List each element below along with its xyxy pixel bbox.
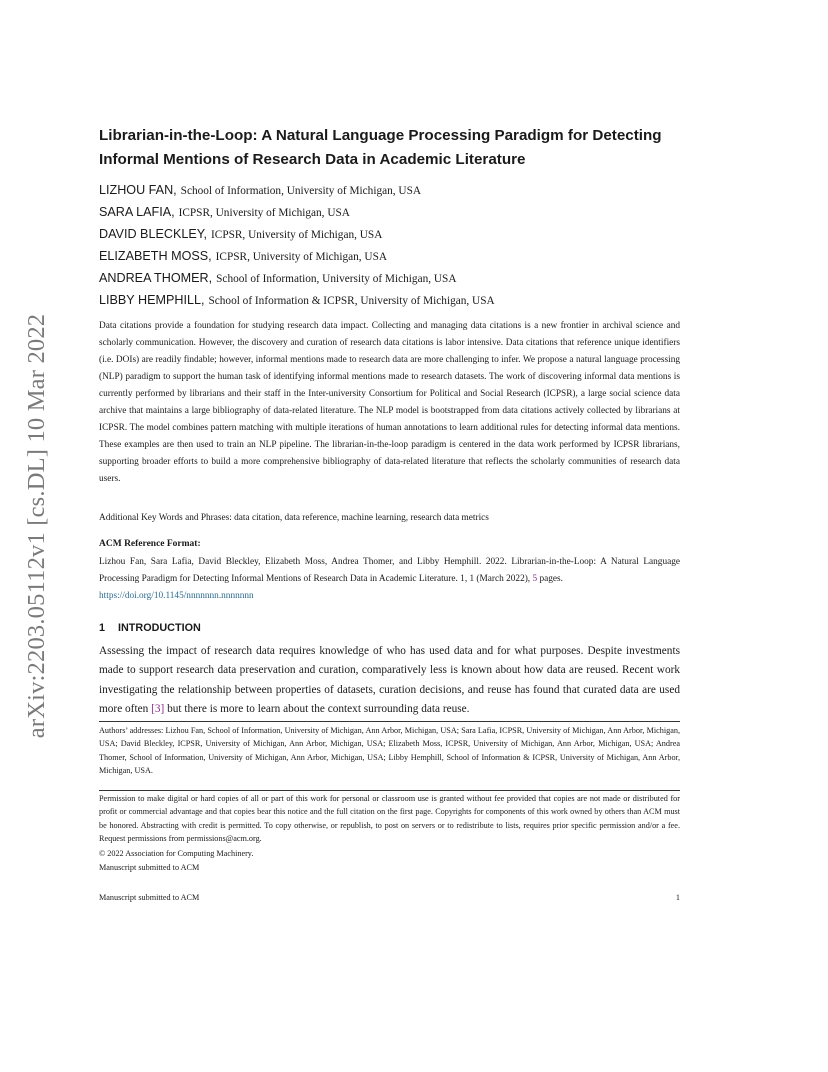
- paper-title-line-2: Informal Mentions of Research Data in Academic Literature: [99, 151, 526, 168]
- author-entry: [99, 201, 680, 223]
- section-heading: [99, 621, 201, 636]
- page-number: 1: [675, 893, 680, 902]
- doi-link[interactable]: https://doi.org/10.1145/nnnnnnn.nnnnnnn: [99, 591, 254, 601]
- footnote-divider: [99, 721, 680, 722]
- author-name: ELIZABETH MOSS,: [99, 249, 212, 263]
- author-list: [99, 179, 680, 311]
- permissions-notice: Permission to make digital or hard copies of all or part of this work for personal or classroom use is granted without fee provided that copies are not made or distributed for profit or commercial advantage and that copies bear this notice and the full citation on the first page. Copyrights for components of this work owned by others than ACM must be honored. Abstracting with credit is permitted. To copy otherwise, or republish, to post on servers or to redistribute to lists, requires prior specific permission and/or a fee. Request permissions from permissions@acm.org.: [99, 794, 680, 843]
- abstract: Data citations provide a foundation for studying research data impact. Collecting and managing data citations is a new frontier in archival science and scholarly communication. However, the discovery and curation of research data citations is labor intensive. Data citations that reference unique identifiers (i.e. DOIs) are readily findable; however, informal mentions made to research data are more challenging to infer. We propose a natural language processing (NLP) paradigm to support the human task of identifying informal mentions made to research datasets. The work of discovering informal data mentions is currently performed by librarians and their staff in the Inter-university Consortium for Political and Social Research (ICPSR), a large social science data archive that maintains a large bibliography of data-related literature. The NLP model is bootstrapped from data citations actively collected by librarians at ICPSR. The model combines pattern matching with multiple iterations of human annotations to learn additional rules for detecting informal data mentions. These examples are then used to train an NLP pipeline. The librarian-in-the-loop paradigm is centered in the data work performed by ICPSR librarians, supporting broader efforts to build a more comprehensive bibliography of data-related literature that reflects the scholarly communities of research data users.: [99, 321, 680, 485]
- acm-reference-text: Lizhou Fan, Sara Lafia, David Bleckley, Elizabeth Moss, Andrea Thomer, and Libby Hemphill. 2022. Librarian-in-the-Loop: A Natural Language Processing Paradigm for Detecting Informal Mentions of Research Data in Academic Literature. 1, 1 (March 2022),: [99, 557, 680, 584]
- section-number: 1: [99, 622, 106, 634]
- author-entry: [99, 223, 680, 245]
- author-name: LIBBY HEMPHILL,: [99, 293, 205, 307]
- author-entry: [99, 289, 680, 311]
- author-affiliation: School of Information, University of Michigan, USA: [180, 185, 422, 197]
- citation-link[interactable]: [3]: [151, 703, 165, 716]
- acm-reference-heading: ACM Reference Format:: [99, 539, 201, 549]
- author-affiliation: School of Information & ICPSR, University of Michigan, USA: [208, 295, 495, 307]
- section-title: INTRODUCTION: [118, 622, 201, 634]
- page-count-link[interactable]: 5: [532, 574, 538, 584]
- arxiv-identifier-stamp: [22, 290, 52, 762]
- acm-reference: [99, 554, 680, 605]
- permissions-divider: [99, 790, 680, 791]
- author-name: LIZHOU FAN,: [99, 183, 177, 197]
- paper-title: [99, 124, 699, 172]
- introduction-text-continued: but there is more to learn about the context surrounding data reuse.: [164, 703, 470, 716]
- author-name: SARA LAFIA,: [99, 205, 175, 219]
- arxiv-identifier-text: arXiv:2203.05112v1 [cs.DL] 10 Mar 2022: [23, 313, 51, 739]
- copyright-notice: © 2022 Association for Computing Machinery.: [99, 849, 254, 858]
- author-entry: [99, 179, 680, 201]
- page-footer-label: Manuscript submitted to ACM: [99, 893, 200, 902]
- author-affiliation: School of Information, University of Michigan, USA: [216, 273, 457, 285]
- author-name: ANDREA THOMER,: [99, 271, 213, 285]
- manuscript-note: Manuscript submitted to ACM: [99, 863, 200, 872]
- introduction-paragraph: [99, 642, 680, 720]
- keywords: Additional Key Words and Phrases: data citation, data reference, machine learning, research data metrics: [99, 513, 489, 523]
- paper-title-line-1: Librarian-in-the-Loop: A Natural Language Processing Paradigm for Detecting: [99, 127, 662, 144]
- author-addresses-footnote: Authors’ addresses: Lizhou Fan, School of Information, University of Michigan, Ann Arbor, Michigan, USA; Sara Lafia, ICPSR, University of Michigan, Ann Arbor, Michigan, USA; David Bleckley, ICPSR, University of Michigan, Ann Arbor, Michigan, USA; Elizabeth Moss, ICPSR, University of Michigan, Ann Arbor, Michigan, USA; Andrea Thomer, School of Information, University of Michigan, Ann Arbor, Michigan, USA; Libby Hemphill, School of Information & ICPSR, University of Michigan, Ann Arbor, Michigan, USA.: [99, 726, 680, 775]
- author-entry: [99, 267, 680, 289]
- author-affiliation: ICPSR, University of Michigan, USA: [215, 251, 388, 263]
- author-entry: [99, 245, 680, 267]
- author-affiliation: ICPSR, University of Michigan, USA: [178, 207, 350, 219]
- author-name: DAVID BLECKLEY,: [99, 227, 208, 241]
- introduction-text: Assessing the impact of research data requires knowledge of who has used data and for what purposes. Despite investments made to support research data preservation and curation, comparatively less is known about how data are reused. Recent work investigating the relationship between properties of datasets, curation decisions, and reuse has found that curated data are used more often: [99, 645, 680, 716]
- author-affiliation: ICPSR, University of Michigan, USA: [211, 229, 383, 241]
- acm-reference-pages-suffix: pages.: [537, 574, 563, 584]
